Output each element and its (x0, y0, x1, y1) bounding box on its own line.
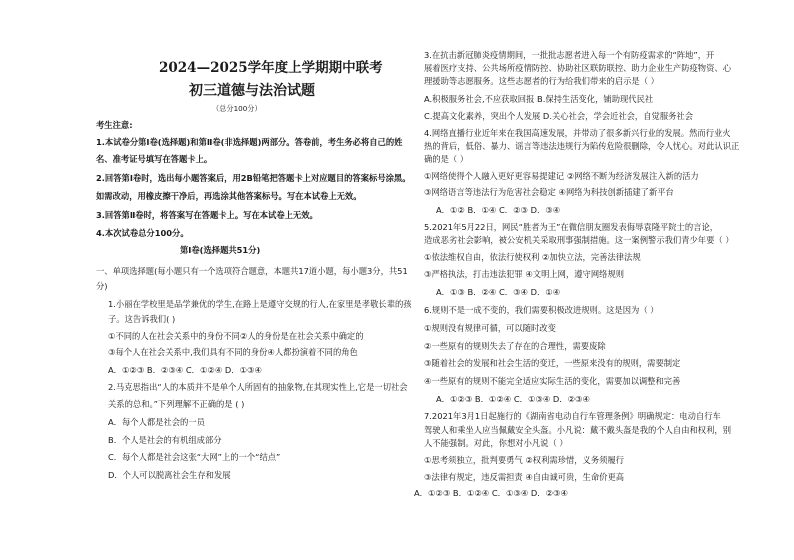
question-2-line: 2.马克思指出“人的本质并不是单个人所固有的抽象物,在其现实性上,它是一切社会 (108, 382, 408, 392)
question-2-line: 关系的总和。”下列理解不正确的是 ( ) (108, 399, 245, 409)
question-6-options: A．①②③ B．①②④ C．①③④ D．②③④ (436, 394, 590, 404)
question-6-line: ①规则没有规律可循，可以随时改变 (424, 323, 556, 333)
question-5-options: A．①③ B．②④ C．③④ D．①④ (436, 287, 561, 297)
question-4-options: A．①② B．①④ C．②③ D．③④ (436, 205, 561, 215)
question-3-option: C.提高文化素养，突出个人发展 D.关心社会，学会近社会，自觉服务社会 (424, 111, 694, 121)
section-heading: 分) (96, 281, 108, 291)
question-2-option: B．个人是社会的有机组成部分 (108, 435, 222, 445)
question-6-line: ④一些原有的规则不能完全适应实际生活的变化，需要加以调整和完善 (424, 376, 681, 386)
question-4-line: ①网络使得个人融入更好更容易提建记 ②网络不断为经济发展注入新的活力 (424, 171, 699, 181)
question-2-option: C．每个人都是社会这张“大网”上的一个“结点” (108, 452, 281, 462)
question-5-line: ③严格执法，打击违法犯罪 ④文明上网，遵守网络规则 (424, 269, 625, 279)
notice-line: 名、准考证号填写在答题卡上。 (96, 154, 213, 164)
question-5-line: 5.2021年5月22日，网民“胜者为王”在微信朋友圈发表侮辱袁隆平院士的言论， (424, 222, 719, 232)
question-2-option: A．每个人都是社会的一员 (108, 417, 205, 427)
question-4-line: 确的是（ ） (424, 154, 469, 164)
exam-title: 2024—2025学年度上学期期中联考 (159, 60, 383, 76)
question-7-line: ③法律有规定，违反需担责 ④自由诚可贵，生命价更高 (424, 472, 625, 482)
question-7-line: 人不能强制。对此，你想对小凡说（ ） (424, 438, 568, 448)
question-1-line: 子。这告诉我们( ) (108, 314, 176, 324)
question-1-line: ③每个人在社会关系中,我们具有不同的身份④人都扮演着不同的角色 (108, 347, 358, 357)
question-3-line: 展着医疗支持、公共场所疫情防控、协助社区联防联控、助力企业生产防疫物资、心 (424, 63, 731, 73)
notice-line: 如需改动，用橡皮擦干净后，再选涂其他答案标号。写在本试卷上无效。 (96, 191, 362, 201)
question-6-line: ③随着社会的发展和社会生活的变迁，一些原来没有的规则，需要制定 (424, 358, 681, 368)
notice-line: 3.回答第Ⅱ卷时，将答案写在答题卡上。写在本试卷上无效。 (96, 210, 318, 220)
question-6-line: 6.规则不是一成不变的，我们需要积极改进规则。这是因为（ ） (424, 305, 659, 315)
question-4-line: 热的背后，低俗、暴力、谣言等违法违规行为陷传危险很删除，令人忧心。对此认识正 (424, 141, 740, 151)
question-7-line: ①思考须独立，批判要勇气 ②权利需珍惜，义务须履行 (424, 455, 625, 465)
question-5-line: ①依法维权自由，依法行使权利 ②加快立法，完善法律法规 (424, 252, 641, 262)
exam-subtitle: 初三道德与法治试题 (189, 83, 315, 99)
section-heading: 一、单项选择题(每小题只有一个选项符合题意，本题共17道小题，每小题3分，共51 (96, 266, 408, 276)
notice-heading: 考生注意: (96, 120, 133, 130)
question-7-options: A．①②③ B．①②④ C．①③④ D．②③④ (414, 488, 568, 498)
question-1-options: A．①②③ B．②③④ C．①②④ D．①③④ (108, 365, 262, 375)
question-5-line: 造成恶劣社会影响，被公安机关采取刑事强制措施。这一案例警示我们青少年要（ ） (424, 235, 734, 245)
notice-line: 4.本次试卷总分100分。 (96, 228, 189, 238)
question-4-line: 4.网络直播行业近年来在我国高速发展，并带动了很多新兴行业的发展。然而行业火 (424, 128, 731, 138)
part-title: 第Ⅰ卷(选择题共51分) (180, 245, 261, 255)
notice-line: 2.回答第Ⅰ卷时，选出每小题答案后，用2B铅笔把答题卡上对应题目的答案标号涂黑。 (96, 173, 411, 183)
notice-line: 1.本试卷分第Ⅰ卷(选择题)和第Ⅱ卷(非选择题)两部分。答卷前，考生务必将自己的姓 (96, 137, 403, 147)
question-3-line: 3.在抗击新冠肺炎疫情期间，一批批志愿者进入每一个有防疫需求的“阵地”，开 (424, 50, 715, 60)
total-score: （总分100分） (212, 104, 262, 113)
question-4-line: ③网络语言等违法行为危害社会稳定 ④网络为科技创新插建了新平台 (424, 187, 674, 197)
question-7-line: 驾驶人和乘坐人应当佩戴安全头盔。小凡说：戴不戴头盔是我的个人自由和权利，别 (424, 425, 731, 435)
question-3-line: 理援助等志愿服务。这些志愿者的行为给我们带来的启示是（ ） (424, 76, 659, 86)
question-3-option: A.积极服务社会,不应获取回报 B.保持生活变化，铺助现代民社 (424, 94, 654, 104)
question-1-line: ①不同的人在社会关系中的身份不同②人的身份是在社会关系中确定的 (108, 331, 364, 341)
question-2-option: D．个人可以脱离社会生存和发展 (108, 470, 231, 480)
question-6-line: ②一些原有的规则失去了存在的合理性，需要废除 (424, 341, 606, 351)
question-1-line: 1.小丽在学校里是品学兼优的学生,在路上是遵守交规的行人,在家里是孝敬长辈的孩 (108, 299, 412, 309)
question-7-line: 7.2021年3月1日起施行的《湖南省电动自行车管理条例》明确规定：电动自行车 (424, 411, 721, 421)
